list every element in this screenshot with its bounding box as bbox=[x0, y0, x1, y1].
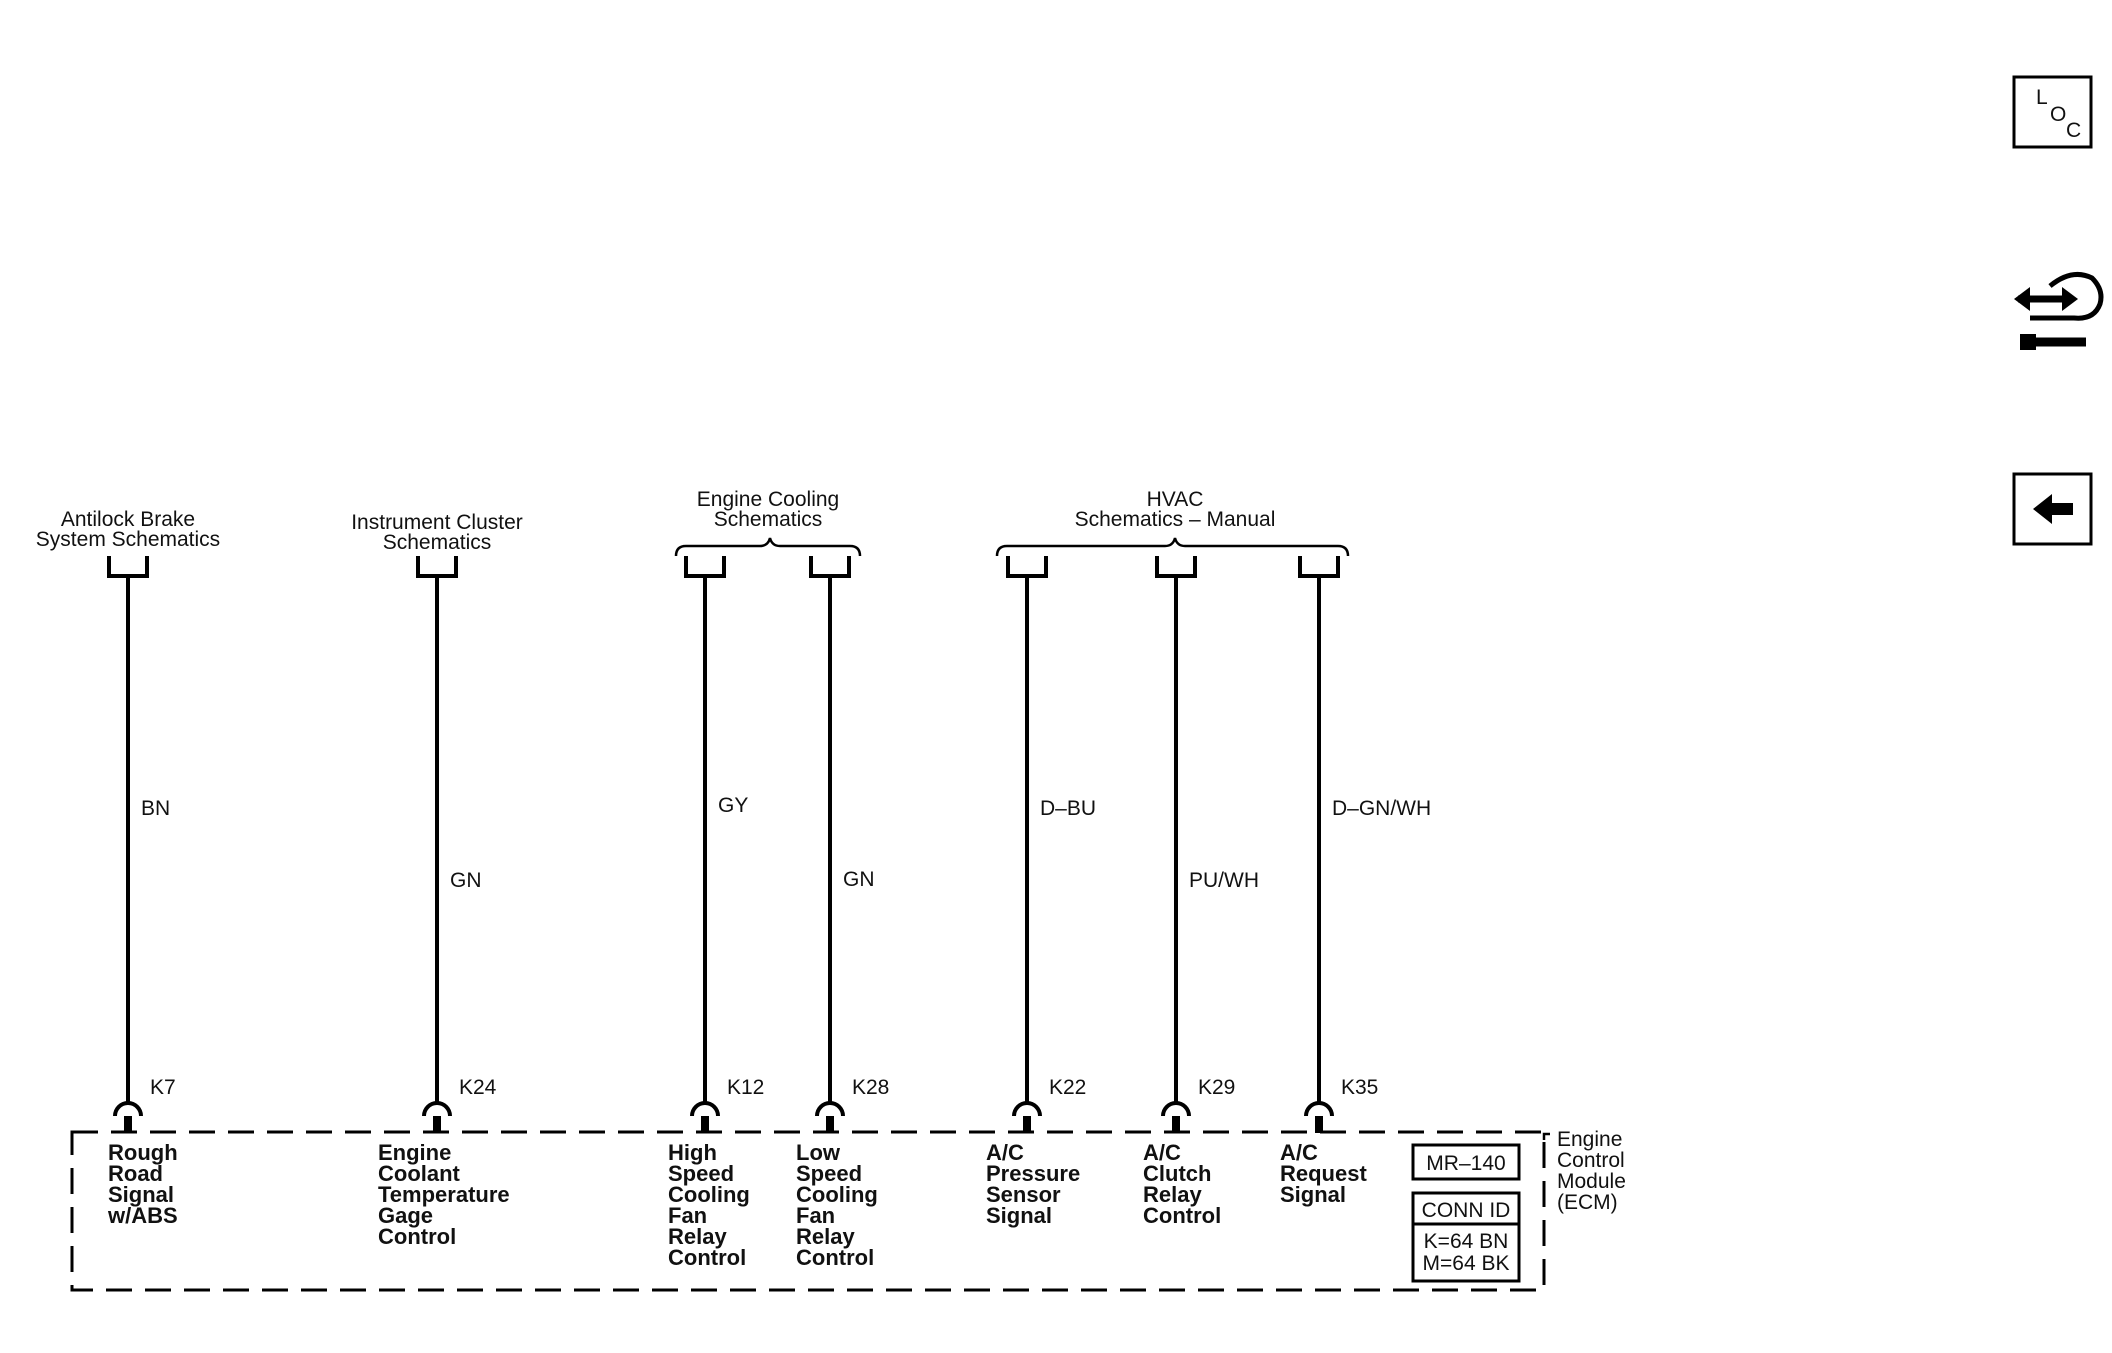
function-label-line: Cooling bbox=[796, 1182, 878, 1207]
terminal-pin bbox=[433, 1116, 441, 1133]
connector-icon-arrowhead-right bbox=[2062, 287, 2078, 311]
ref-abs-line1: Antilock Brake bbox=[60, 508, 196, 531]
conn-id-box bbox=[1413, 1193, 1519, 1281]
wire-color-label: GN bbox=[450, 869, 482, 892]
reference-bracket bbox=[1157, 556, 1195, 576]
pin-label: K29 bbox=[1198, 1076, 1236, 1099]
terminal-pin bbox=[701, 1116, 709, 1133]
module-name-line3: Module bbox=[1557, 1170, 1626, 1193]
function-label-line: Control bbox=[378, 1224, 457, 1249]
terminal-pin bbox=[826, 1116, 834, 1133]
terminal-arc bbox=[1306, 1103, 1332, 1116]
reference-bracket bbox=[109, 556, 147, 576]
ref-abs-line2: System Schematics bbox=[35, 528, 221, 551]
function-label-line: High bbox=[668, 1140, 717, 1165]
function-label-line: Relay bbox=[1143, 1182, 1202, 1207]
terminal-arc bbox=[817, 1103, 843, 1116]
circuit-k22[interactable] bbox=[986, 556, 1096, 1228]
function-label-line: Temperature bbox=[378, 1182, 510, 1207]
circuit-k12[interactable] bbox=[668, 556, 764, 1270]
pin-label: K7 bbox=[150, 1076, 176, 1099]
module-name-line4: (ECM) bbox=[1557, 1191, 1618, 1214]
circuit-k7[interactable] bbox=[107, 556, 178, 1228]
function-label-line: Road bbox=[108, 1161, 163, 1186]
pin-label: K22 bbox=[1049, 1076, 1087, 1099]
terminal-arc bbox=[1163, 1103, 1189, 1116]
wires-layer bbox=[107, 556, 1431, 1270]
terminal-arc bbox=[1014, 1103, 1040, 1116]
function-label-line: Relay bbox=[796, 1224, 855, 1249]
function-label-line: Gage bbox=[378, 1203, 434, 1228]
connector-ref-label: MR–140 bbox=[1426, 1152, 1506, 1175]
function-label-line: w/ABS bbox=[108, 1203, 178, 1228]
function-label-line: Speed bbox=[668, 1161, 735, 1186]
wire-color-label: BN bbox=[141, 797, 171, 820]
terminal-pin bbox=[124, 1116, 132, 1133]
conn-id-m: M=64 BK bbox=[1422, 1252, 1510, 1275]
function-label-line: Cooling bbox=[668, 1182, 750, 1207]
function-label-line: Engine bbox=[378, 1140, 452, 1165]
reference-bracket bbox=[1300, 556, 1338, 576]
conn-id-label: CONN ID bbox=[1421, 1199, 1511, 1222]
function-label-line: Signal bbox=[986, 1203, 1053, 1228]
hvac-group-brace bbox=[997, 538, 1348, 556]
ref-cluster-line1: Instrument Cluster bbox=[351, 511, 523, 534]
function-label-line: Control bbox=[1143, 1203, 1222, 1228]
function-label-line: Pressure bbox=[986, 1161, 1081, 1186]
ref-cooling-line1: Engine Cooling bbox=[696, 488, 840, 511]
connector-icon-wrench-head bbox=[2020, 334, 2036, 350]
ref-hvac-line1: HVAC bbox=[1146, 488, 1204, 511]
ref-abs-schematics[interactable] bbox=[36, 508, 220, 551]
function-label-line: Request bbox=[1280, 1161, 1367, 1186]
ref-cooling-line2: Schematics bbox=[713, 508, 823, 531]
wire-color-label: GN bbox=[843, 868, 875, 891]
ref-hvac-schematics[interactable] bbox=[1075, 488, 1276, 531]
function-label-line: Control bbox=[796, 1245, 875, 1270]
function-label-line: Coolant bbox=[378, 1161, 460, 1186]
function-label-line: A/C bbox=[1280, 1140, 1318, 1165]
circuit-k29[interactable] bbox=[1143, 556, 1259, 1228]
circuit-k24[interactable] bbox=[378, 556, 510, 1249]
terminal-arc bbox=[115, 1103, 141, 1116]
function-label-line: A/C bbox=[986, 1140, 1024, 1165]
location-icon[interactable] bbox=[2014, 77, 2091, 147]
pin-label: K12 bbox=[727, 1076, 765, 1099]
wire-color-label: D–GN/WH bbox=[1332, 797, 1432, 820]
function-label-line: Sensor bbox=[986, 1182, 1061, 1207]
conn-id-k: K=64 BN bbox=[1423, 1230, 1509, 1253]
pin-label: K28 bbox=[852, 1076, 890, 1099]
module-name-line2: Control bbox=[1557, 1149, 1625, 1172]
ref-cluster-line2: Schematics bbox=[382, 531, 492, 554]
ecm-module-name bbox=[1544, 1128, 1626, 1214]
connector-end-view-icon[interactable] bbox=[2014, 274, 2101, 350]
function-label-line: Control bbox=[668, 1245, 747, 1270]
function-label-line: Fan bbox=[668, 1203, 708, 1228]
terminal-arc bbox=[424, 1103, 450, 1116]
loc-letter-o: O bbox=[2050, 103, 2067, 126]
reference-bracket bbox=[811, 556, 849, 576]
pin-label: K24 bbox=[459, 1076, 497, 1099]
ref-instrument-cluster-schematics[interactable] bbox=[351, 511, 523, 554]
module-name-leader bbox=[1544, 1134, 1550, 1140]
connector-icon-arrowhead-left bbox=[2014, 287, 2030, 311]
function-label-line: Signal bbox=[1280, 1182, 1347, 1207]
function-label-line: Low bbox=[796, 1140, 840, 1165]
terminal-arc bbox=[692, 1103, 718, 1116]
wire-color-label: GY bbox=[718, 794, 749, 817]
circuit-k35[interactable] bbox=[1280, 556, 1431, 1207]
circuit-k28[interactable] bbox=[796, 556, 889, 1270]
function-label-line: Signal bbox=[108, 1182, 175, 1207]
reference-bracket bbox=[418, 556, 456, 576]
terminal-pin bbox=[1172, 1116, 1180, 1133]
cooling-group-brace bbox=[676, 538, 860, 556]
wire-color-label: PU/WH bbox=[1189, 869, 1259, 892]
back-arrow-icon[interactable] bbox=[2014, 474, 2091, 544]
ref-engine-cooling-schematics[interactable] bbox=[697, 488, 839, 531]
reference-bracket bbox=[686, 556, 724, 576]
function-label-line: Rough bbox=[108, 1140, 178, 1165]
function-label-line: Fan bbox=[796, 1203, 836, 1228]
loc-letter-l: L bbox=[2036, 86, 2048, 109]
connector-ref-box[interactable] bbox=[1413, 1145, 1519, 1179]
ref-hvac-line2: Schematics – Manual bbox=[1074, 508, 1276, 531]
reference-bracket bbox=[1008, 556, 1046, 576]
pin-label: K35 bbox=[1341, 1076, 1379, 1099]
wire-color-label: D–BU bbox=[1040, 797, 1097, 820]
loc-letter-c: C bbox=[2066, 119, 2082, 142]
terminal-pin bbox=[1023, 1116, 1031, 1133]
function-label-line: Relay bbox=[668, 1224, 727, 1249]
function-label-line: A/C bbox=[1143, 1140, 1181, 1165]
function-label-line: Clutch bbox=[1143, 1161, 1212, 1186]
function-label-line: Speed bbox=[796, 1161, 863, 1186]
terminal-pin bbox=[1315, 1116, 1323, 1133]
module-name-line1: Engine bbox=[1557, 1128, 1623, 1151]
